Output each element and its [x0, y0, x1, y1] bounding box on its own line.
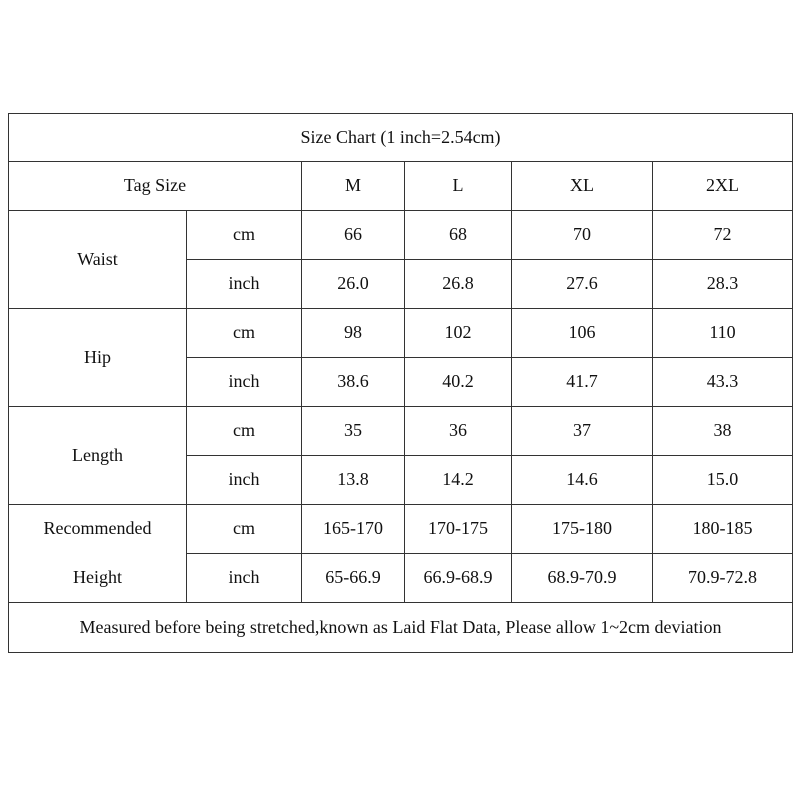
value-cell: 68.9-70.9 — [512, 554, 653, 603]
value-cell: 14.6 — [512, 456, 653, 505]
unit-cell: cm — [187, 211, 302, 260]
value-cell: 35 — [302, 407, 405, 456]
value-cell: 27.6 — [512, 260, 653, 309]
value-cell: 66 — [302, 211, 405, 260]
chart-title: Size Chart (1 inch=2.54cm) — [9, 114, 793, 162]
size-header-m: M — [302, 162, 405, 211]
value-cell: 70 — [512, 211, 653, 260]
size-header-l: L — [405, 162, 512, 211]
measurement-note: Measured before being stretched,known as Laid Flat Data, Please allow 1~2cm deviation — [9, 603, 793, 653]
value-cell: 38.6 — [302, 358, 405, 407]
size-header-row — [9, 162, 793, 211]
unit-cell: inch — [187, 358, 302, 407]
value-cell: 70.9-72.8 — [653, 554, 793, 603]
measure-label-hip: Hip — [9, 309, 187, 407]
unit-cell: inch — [187, 554, 302, 603]
value-cell: 66.9-68.9 — [405, 554, 512, 603]
value-cell: 65-66.9 — [302, 554, 405, 603]
measure-label-recommended: Recommended — [9, 505, 187, 554]
value-cell: 175-180 — [512, 505, 653, 554]
unit-cell: cm — [187, 309, 302, 358]
unit-cell: cm — [187, 407, 302, 456]
tag-size-label: Tag Size — [9, 162, 302, 211]
size-chart-table — [8, 113, 793, 653]
value-cell: 98 — [302, 309, 405, 358]
measure-label-height: Height — [9, 554, 187, 603]
value-cell: 13.8 — [302, 456, 405, 505]
table-row — [9, 407, 793, 456]
value-cell: 26.0 — [302, 260, 405, 309]
value-cell: 28.3 — [653, 260, 793, 309]
value-cell: 43.3 — [653, 358, 793, 407]
table-row — [9, 554, 793, 603]
table-row — [9, 309, 793, 358]
value-cell: 26.8 — [405, 260, 512, 309]
value-cell: 14.2 — [405, 456, 512, 505]
value-cell: 106 — [512, 309, 653, 358]
value-cell: 170-175 — [405, 505, 512, 554]
value-cell: 36 — [405, 407, 512, 456]
unit-cell: inch — [187, 260, 302, 309]
table-row — [9, 505, 793, 554]
note-row — [9, 603, 793, 653]
value-cell: 41.7 — [512, 358, 653, 407]
value-cell: 180-185 — [653, 505, 793, 554]
value-cell: 102 — [405, 309, 512, 358]
size-header-2xl: 2XL — [653, 162, 793, 211]
value-cell: 40.2 — [405, 358, 512, 407]
title-row — [9, 114, 793, 162]
unit-cell: cm — [187, 505, 302, 554]
value-cell: 72 — [653, 211, 793, 260]
measure-label-length: Length — [9, 407, 187, 505]
value-cell: 15.0 — [653, 456, 793, 505]
unit-cell: inch — [187, 456, 302, 505]
value-cell: 37 — [512, 407, 653, 456]
value-cell: 68 — [405, 211, 512, 260]
table-row — [9, 211, 793, 260]
value-cell: 38 — [653, 407, 793, 456]
value-cell: 165-170 — [302, 505, 405, 554]
size-header-xl: XL — [512, 162, 653, 211]
value-cell: 110 — [653, 309, 793, 358]
measure-label-waist: Waist — [9, 211, 187, 309]
